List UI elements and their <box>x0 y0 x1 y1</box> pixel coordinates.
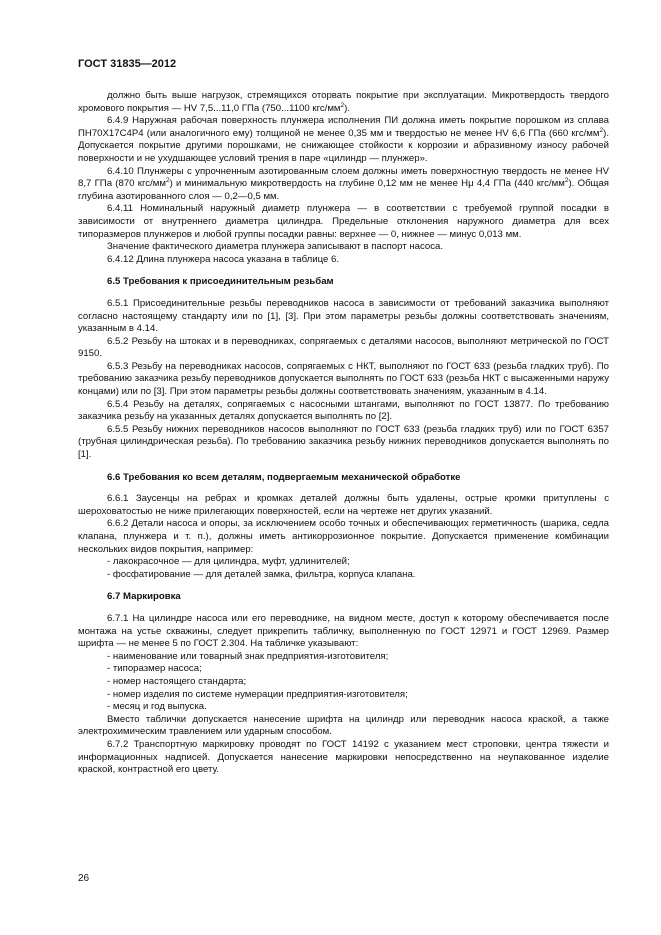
text-run: 6.4.10 Плунжеры с упрочненным азотированным слоем должны иметь поверхностную твердость не менее HV 8,7 ГПа (870 кгс/мм <box>78 165 609 190</box>
section-heading: 6.5 Требования к присоединительным резьбам <box>107 276 334 288</box>
paragraph <box>78 399 609 424</box>
text-run: 6.7.1 На цилиндре насоса или его переводнике, на видном месте, доступ к которому обеспечивается после монтажа на устье скважины, следует прикрепить табличку, выполненную по ГОСТ 12971 и ГОСТ 12969. Размер шрифта — не менее 5 по ГОСТ 2.304. На табличке указывают: <box>78 612 609 650</box>
text-run: 6.5.3 Резьбу на переводниках насосов, сопрягаемых с НКТ, выполняют по ГОСТ 633 (резьба гладких труб). По требованию заказчика резьбу переводников допускается выполнять по ГОСТ 633 (резьба НКТ с высаженными наружу концами) или по [3]. При этом параметры резьбы должны соответствовать значениям, указанным в 4.14. <box>78 360 609 398</box>
text-run: ) и минимальную микротвердость на глубине 0,12 мм не менее Hμ 4,4 ГПа (440 кгс/мм <box>169 178 565 190</box>
paragraph <box>78 203 609 241</box>
superscript: 2 <box>340 101 345 109</box>
paragraph <box>78 739 609 777</box>
text-run: 6.4.9 Наружная рабочая поверхность плунжера исполнения ПИ должна иметь покрытие порошком из сплава ПН70Х17С4Р4 (или аналогичного ему) толщиной не менее 0,35 мм и твердостью не менее HV 6,6 ГПа (660 кгс/мм <box>78 115 609 139</box>
paragraph <box>78 254 609 267</box>
paragraph <box>78 336 609 361</box>
paragraph <box>78 493 609 518</box>
text-run: 6.6.2 Детали насоса и опоры, за исключением особо точных и обеспечивающих герметичность (шарика, седла клапана, плунжера и т. п.), должны иметь антикоррозионное покрытие. Допускается применение комбинации нескольких видов покрытия, например: <box>78 518 609 555</box>
text-run: 6.5.1 Присоединительные резьбы переводников насоса в зависимости от требований заказчика выполняют согласно настоящему стандарту или по [1], [3]. При этом параметры резьбы должны соответствовать значениям, указанным в 4.14. <box>78 297 609 335</box>
paragraph <box>78 518 609 556</box>
paragraph <box>78 714 609 739</box>
superscript: 2 <box>564 176 569 184</box>
paragraph <box>78 361 609 399</box>
paragraph <box>78 90 609 115</box>
list-item: - фосфатирование — для деталей замка, фильтра, корпуса клапана. <box>107 569 609 582</box>
text-run: 6.5.4 Резьбу на деталях, сопрягаемых с насосными штангами, выполняют по ГОСТ 13877. По требованию заказчика резьбу на указанных деталях допускается выполнять по [2]. <box>78 398 609 423</box>
page-number: 26 <box>78 873 90 884</box>
text-run: ). Общая глубина азотированного слоя — 0,2—0,5 мм. <box>78 178 609 202</box>
section-heading: 6.6 Требования ко всем деталям, подвергаемым механической обработке <box>107 471 461 483</box>
superscript: 2 <box>165 176 170 184</box>
text-run: 6.7.2 Транспортную маркировку проводят по ГОСТ 14192 с указанием мест строповки, центра тяжести и информационных надписей. Допускается нанесение маркировки непосредственно на неупакованное изделие краской, контрастной его цвету. <box>78 738 609 776</box>
list-item: - номер изделия по системе нумерации предприятия-изготовителя; <box>107 689 609 702</box>
list-item: - лакокрасочное — для цилиндра, муфт, удлинителей; <box>107 556 609 569</box>
document-header: ГОСТ 31835—2012 <box>78 58 177 70</box>
list-item: - наименование или товарный знак предприятия-изготовителя; <box>107 651 609 664</box>
dash-list <box>78 651 609 714</box>
paragraph <box>78 424 609 462</box>
text-run: 6.4.11 Номинальный наружный диаметр плунжера — в соответствии с требуемой группой посадки в зависимости от внутреннего диаметра цилиндра. Предельные отклонения наружного диаметра для всех типоразмеров плунжеров и любой группы посадки равны: верхнее — 0, нижнее — минус 0,013 мм. <box>78 203 609 240</box>
text-run: ). <box>344 102 351 114</box>
list-item: - номер настоящего стандарта; <box>107 676 609 689</box>
paragraph <box>78 613 609 651</box>
text-run: ). Допускается покрытие другими порошками, не снижающее стойкости к коррозии и абразивному износу рабочей поверхности и не ухудшающее условий трения в паре «цилиндр — плунжер». <box>78 127 609 164</box>
paragraph <box>78 298 609 336</box>
paragraph <box>78 166 609 204</box>
paragraph <box>78 241 609 254</box>
superscript: 2 <box>599 126 604 134</box>
text-run: Значение фактического диаметра плунжера записывают в паспорт насоса. <box>107 241 443 253</box>
text-run: 6.6.1 Заусенцы на ребрах и кромках деталей должны быть удалены, острые кромки притуплены с шероховатостью не ниже прилегающих поверхностей, если на чертеже нет других указаний. <box>78 493 609 517</box>
dash-list <box>78 556 609 581</box>
document-body <box>78 90 609 777</box>
text-run: должно быть выше нагрузок, стремящихся оторвать покрытие при эксплуатации. Микротвердость твердого хромового покрытия — HV 7,5...11,0 ГПа (750...1100 кгс/мм <box>78 90 609 114</box>
text-run: 6.5.2 Резьбу на штоках и в переводниках, сопрягаемых с деталями насосов, выполняют метрической по ГОСТ 9150. <box>78 335 609 360</box>
section-heading: 6.7 Маркировка <box>107 591 181 603</box>
list-item: - типоразмер насоса; <box>107 663 609 676</box>
text-run: Вместо таблички допускается нанесение шрифта на цилиндр или переводник насоса краской, а также электрохимическим травлением или ударным способом. <box>78 713 609 738</box>
text-run: 6.4.12 Длина плунжера насоса указана в таблице 6. <box>107 253 340 265</box>
paragraph <box>78 115 609 165</box>
list-item: - месяц и год выпуска. <box>107 701 609 714</box>
text-run: 6.5.5 Резьбу нижних переводников насосов выполняют по ГОСТ 633 (резьба гладких труб) или по ГОСТ 6357 (трубная цилиндрическая резьба). По требованию заказчика резьбу нижних переводников допускается выполнять по [1]. <box>78 423 609 461</box>
